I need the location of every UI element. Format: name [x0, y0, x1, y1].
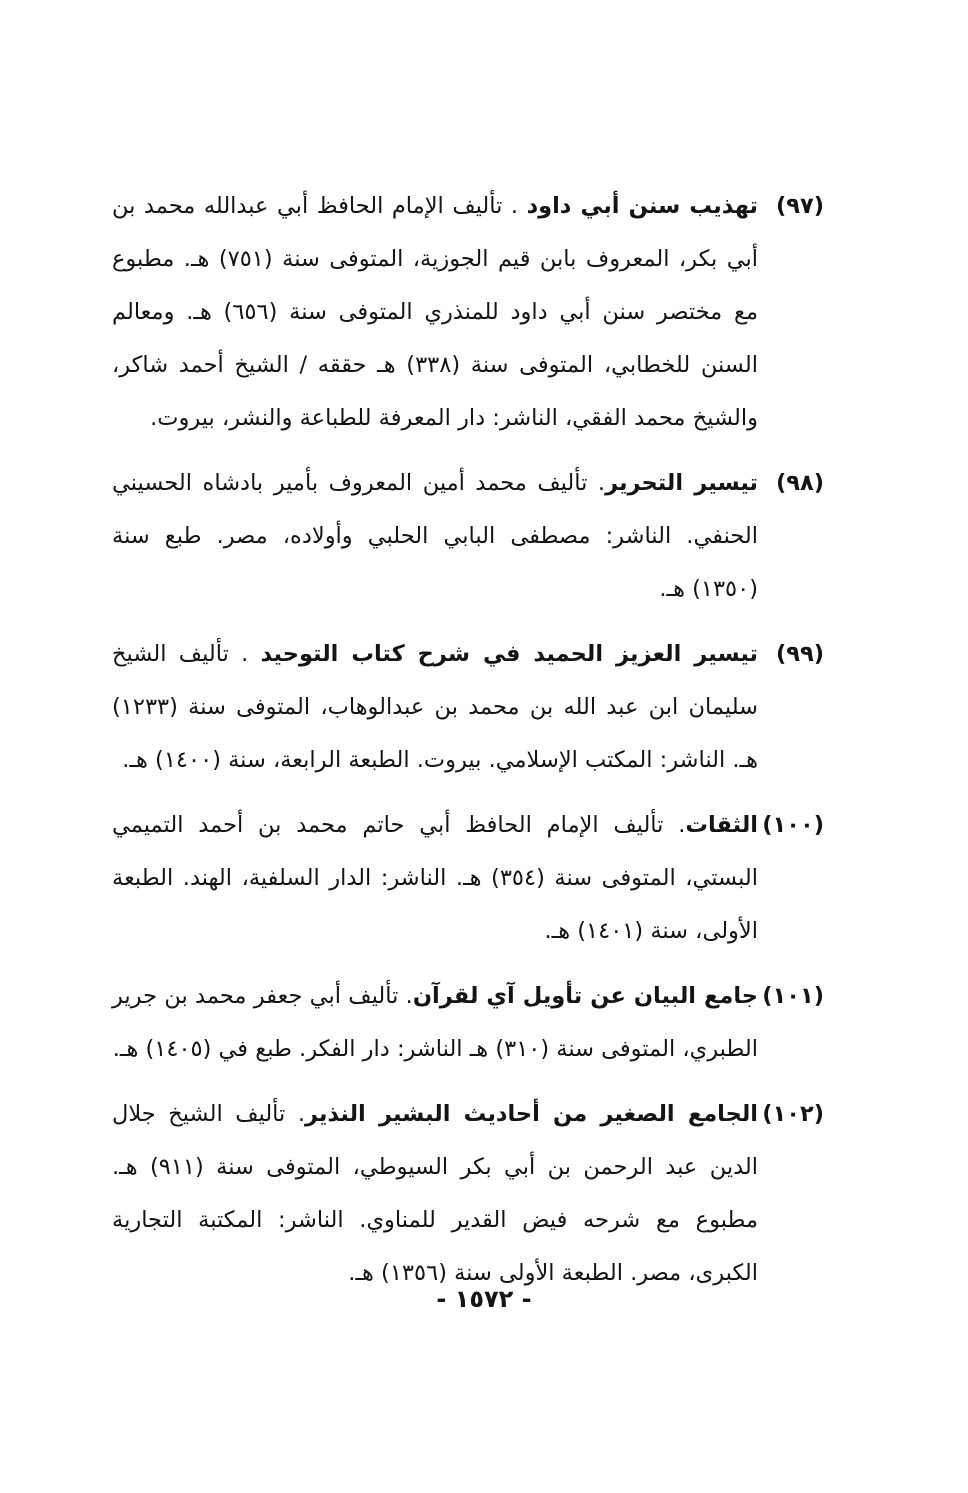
bibliography-entry — [112, 1088, 824, 1300]
entry-book-title: تيسير التحرير — [605, 470, 758, 496]
entry-details: . تأليف الشيخ سليمان ابن عبد الله بن محمد بن عبدالوهاب، المتوفى سنة (١٢٣٣) هـ. الناشر: المكتب الإسلامي. بيروت. الطبعة الرابعة، سنة (١٤٠٠) هـ. — [112, 641, 758, 773]
bibliography-entry — [112, 970, 824, 1076]
entry-number: (١٠٢) — [762, 1101, 824, 1127]
entry-book-title: تهذيب سنن أبي داود — [526, 193, 758, 219]
bibliography-list — [112, 180, 824, 1312]
entry-number: (٩٩) — [775, 641, 824, 667]
entry-number: (١٠١) — [762, 983, 824, 1009]
bibliography-entry — [112, 457, 824, 616]
entry-book-title: جامع البيان عن تأويل آي لقرآن — [412, 983, 758, 1009]
entry-details: . تأليف الشيخ جلال الدين عبد الرحمن بن أبي بكر السيوطي، المتوفى سنة (٩١١) هـ. مطبوع مع شرحه فيض القدير للمناوي. الناشر: المكتبة التجارية الكبرى، مصر. الطبعة الأولى سنة (١٣٥٦) هـ. — [112, 1101, 759, 1286]
entry-details: . تأليف الإمام الحافظ أبي حاتم محمد بن أحمد التميمي البستي، المتوفى سنة (٣٥٤) هـ. الناشر: الدار السلفية، الهند. الطبعة الأولى، سنة (١٤٠١) هـ. — [112, 812, 758, 944]
entry-details: . تأليف أبي جعفر محمد بن جرير الطبري، المتوفى سنة (٣١٠) هـ الناشر: دار الفكر. طبع في (١٤٠٥) هـ. — [112, 983, 758, 1062]
page-number: - ١٥٧٢ - — [436, 1285, 532, 1313]
entry-number: (١٠٠) — [762, 812, 824, 838]
bibliography-entry — [112, 628, 824, 787]
entry-number: (٩٨) — [775, 470, 824, 496]
entry-book-title: الجامع الصغير من أحاديث البشير النذير — [304, 1101, 758, 1127]
bibliography-entry — [112, 180, 824, 445]
bibliography-entry — [112, 799, 824, 958]
entry-details: . تأليف الإمام الحافظ أبي عبدالله محمد بن أبي بكر، المعروف بابن قيم الجوزية، المتوفى سنة (٧٥١) هـ. مطبوع مع مختصر سنن أبي داود للمنذري المتوفى سنة (٦٥٦) هـ. ومعالم السنن للخطابي، المتوفى سنة (٣٣٨) هـ حققه / الشيخ أحمد شاكر، والشيخ محمد الفقي، الناشر: دار المعرفة للطباعة والنشر، بيروت. — [112, 193, 758, 431]
entry-number: (٩٧) — [775, 193, 824, 219]
entry-details: . تأليف محمد أمين المعروف بأمير بادشاه الحسيني الحنفي. الناشر: مصطفى البابي الحلبي وأولاده، مصر. طبع سنة (١٣٥٠) هـ. — [112, 470, 758, 602]
entry-book-title: تيسير العزيز الحميد في شرح كتاب التوحيد — [260, 641, 758, 667]
entry-book-title: الثقات — [685, 812, 758, 838]
